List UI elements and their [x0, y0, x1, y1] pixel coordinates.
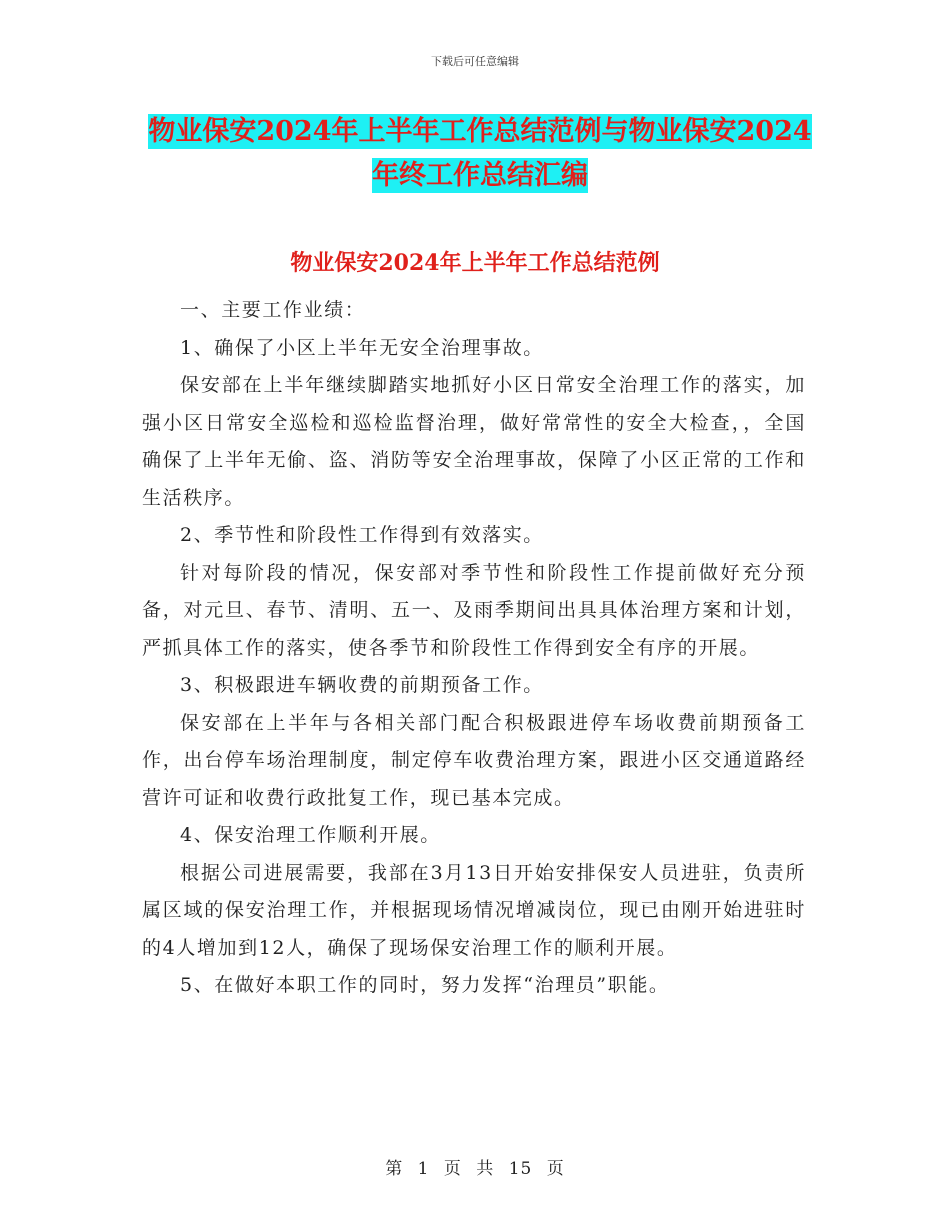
paragraph: 保安部在上半年与各相关部门配合积极跟进停车场收费前期预备工作，出台停车场治理制度，制定停车收费治理方案，跟进小区交通道路经营许可证和收费行政批复工作，现已基本完成。 — [142, 711, 806, 809]
paragraph: 一、主要工作业绩： — [180, 299, 366, 321]
paragraph: 3、积极跟进车辆收费的前期预备工作。 — [180, 674, 544, 696]
paragraph: 2、季节性和阶段性工作得到有效落实。 — [180, 524, 544, 546]
document-body — [142, 292, 806, 1005]
footer-page-unit: 页 — [443, 1159, 462, 1179]
document-title-line-1: 物业保安2024年上半年工作总结范例与物业保安2024 — [148, 116, 812, 147]
paragraph: 1、确保了小区上半年无安全治理事故。 — [180, 336, 544, 359]
header-note: 下载后可任意编辑 — [431, 55, 519, 68]
paragraph: 根据公司进展需要，我部在3月13日开始安排保安人员进驻，负责所属区域的保安治理工作，并根据现场情况增减岗位，现已由刚开始进驻时的4人增加到12人，确保了现场保安治理工作的顺利开展。 — [142, 861, 806, 959]
paragraph: 保安部在上半年继续脚踏实地抓好小区日常安全治理工作的落实，加强小区日常安全巡检和巡检监督治理，做好常常性的安全大检查，，全国确保了上半年无偷、盗、消防等安全治理事故，保障了小区正常的工作和生活秩序。 — [142, 374, 806, 509]
document-title — [140, 110, 820, 198]
total-pages: 15 — [508, 1159, 533, 1179]
paragraph: 5、在做好本职工作的同时，努力发挥“治理员”职能。 — [180, 974, 670, 996]
page-number: 1 — [417, 1159, 430, 1179]
footer-total-prefix: 共 — [476, 1159, 495, 1179]
paragraph: 4、保安治理工作顺利开展。 — [180, 824, 441, 846]
footer-prefix: 第 — [385, 1159, 404, 1179]
page-footer — [0, 1154, 950, 1179]
document-title-line-2: 年终工作总结汇编 — [372, 160, 588, 191]
footer-total-unit: 页 — [546, 1159, 565, 1179]
paragraph: 针对每阶段的情况，保安部对季节性和阶段性工作提前做好充分预备，对元旦、春节、清明、五一、及雨季期间出具具体治理方案和计划，严抓具体工作的落实，使各季节和阶段性工作得到安全有序的开展。 — [142, 561, 806, 659]
section-title: 物业保安2024年上半年工作总结范例 — [290, 250, 660, 276]
